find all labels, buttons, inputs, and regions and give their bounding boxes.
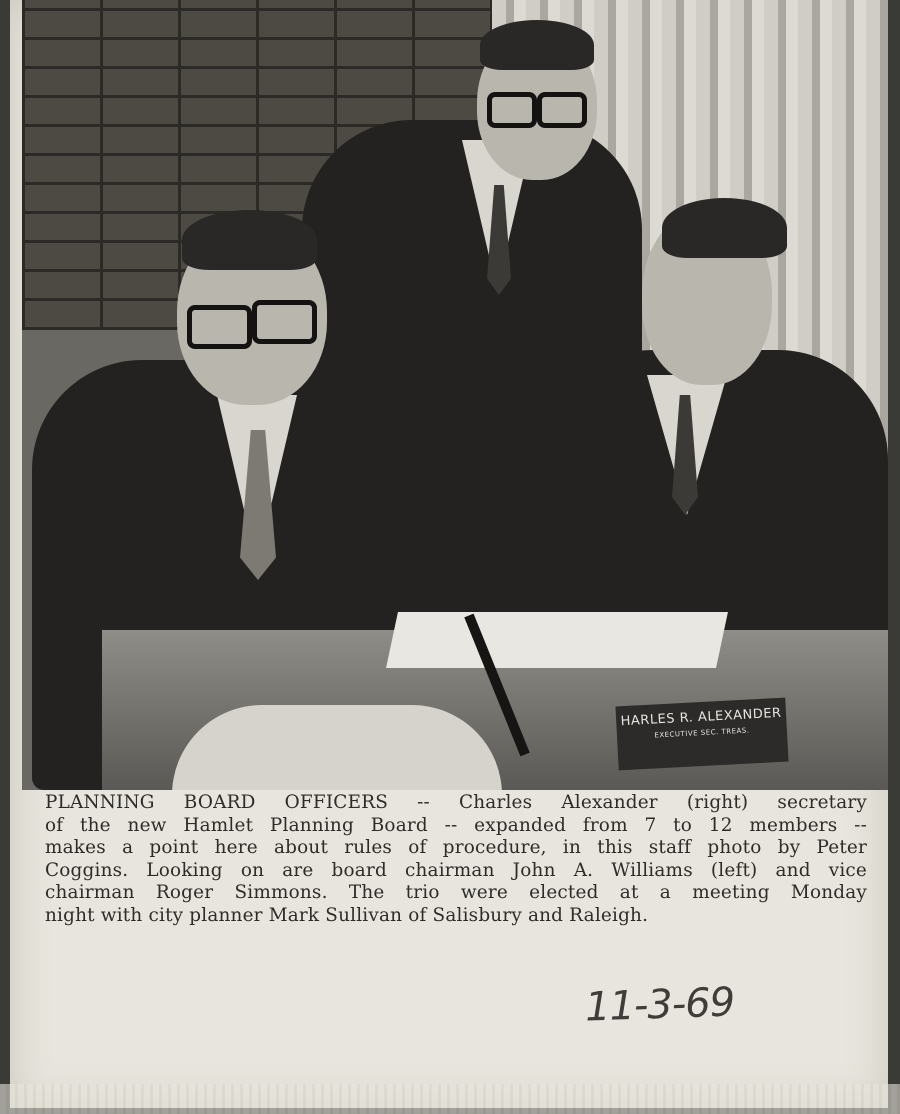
open-book [386,612,728,668]
caption-line: makes a point here about rules of procedure, in this staff photo by Peter [45,837,867,858]
caption-line: night with city planner Mark Sullivan of Salisbury and Raleigh. [45,904,649,926]
torn-edge [0,1084,900,1114]
caption-line: of the new Hamlet Planning Board -- expanded from 7 to 12 members -- [45,814,867,836]
nameplate [615,698,788,771]
caption-line: PLANNING BOARD OFFICERS -- Charles Alexander (right) secretary [45,792,867,813]
staff-photo [22,0,888,790]
handwritten-date: 11-3-69 [584,979,735,1031]
desk-paper [172,705,502,790]
nameplate-name: HARLES R. ALEXANDER [620,705,782,730]
nameplate-title: EXECUTIVE SEC. TREAS. [654,726,750,740]
caption-line: chairman Roger Simmons. The trio were elected at a meeting Monday [45,882,867,903]
photo-caption [45,792,867,927]
caption-line: Coggins. Looking on are board chairman John A. Williams (left) and vice [45,859,867,881]
